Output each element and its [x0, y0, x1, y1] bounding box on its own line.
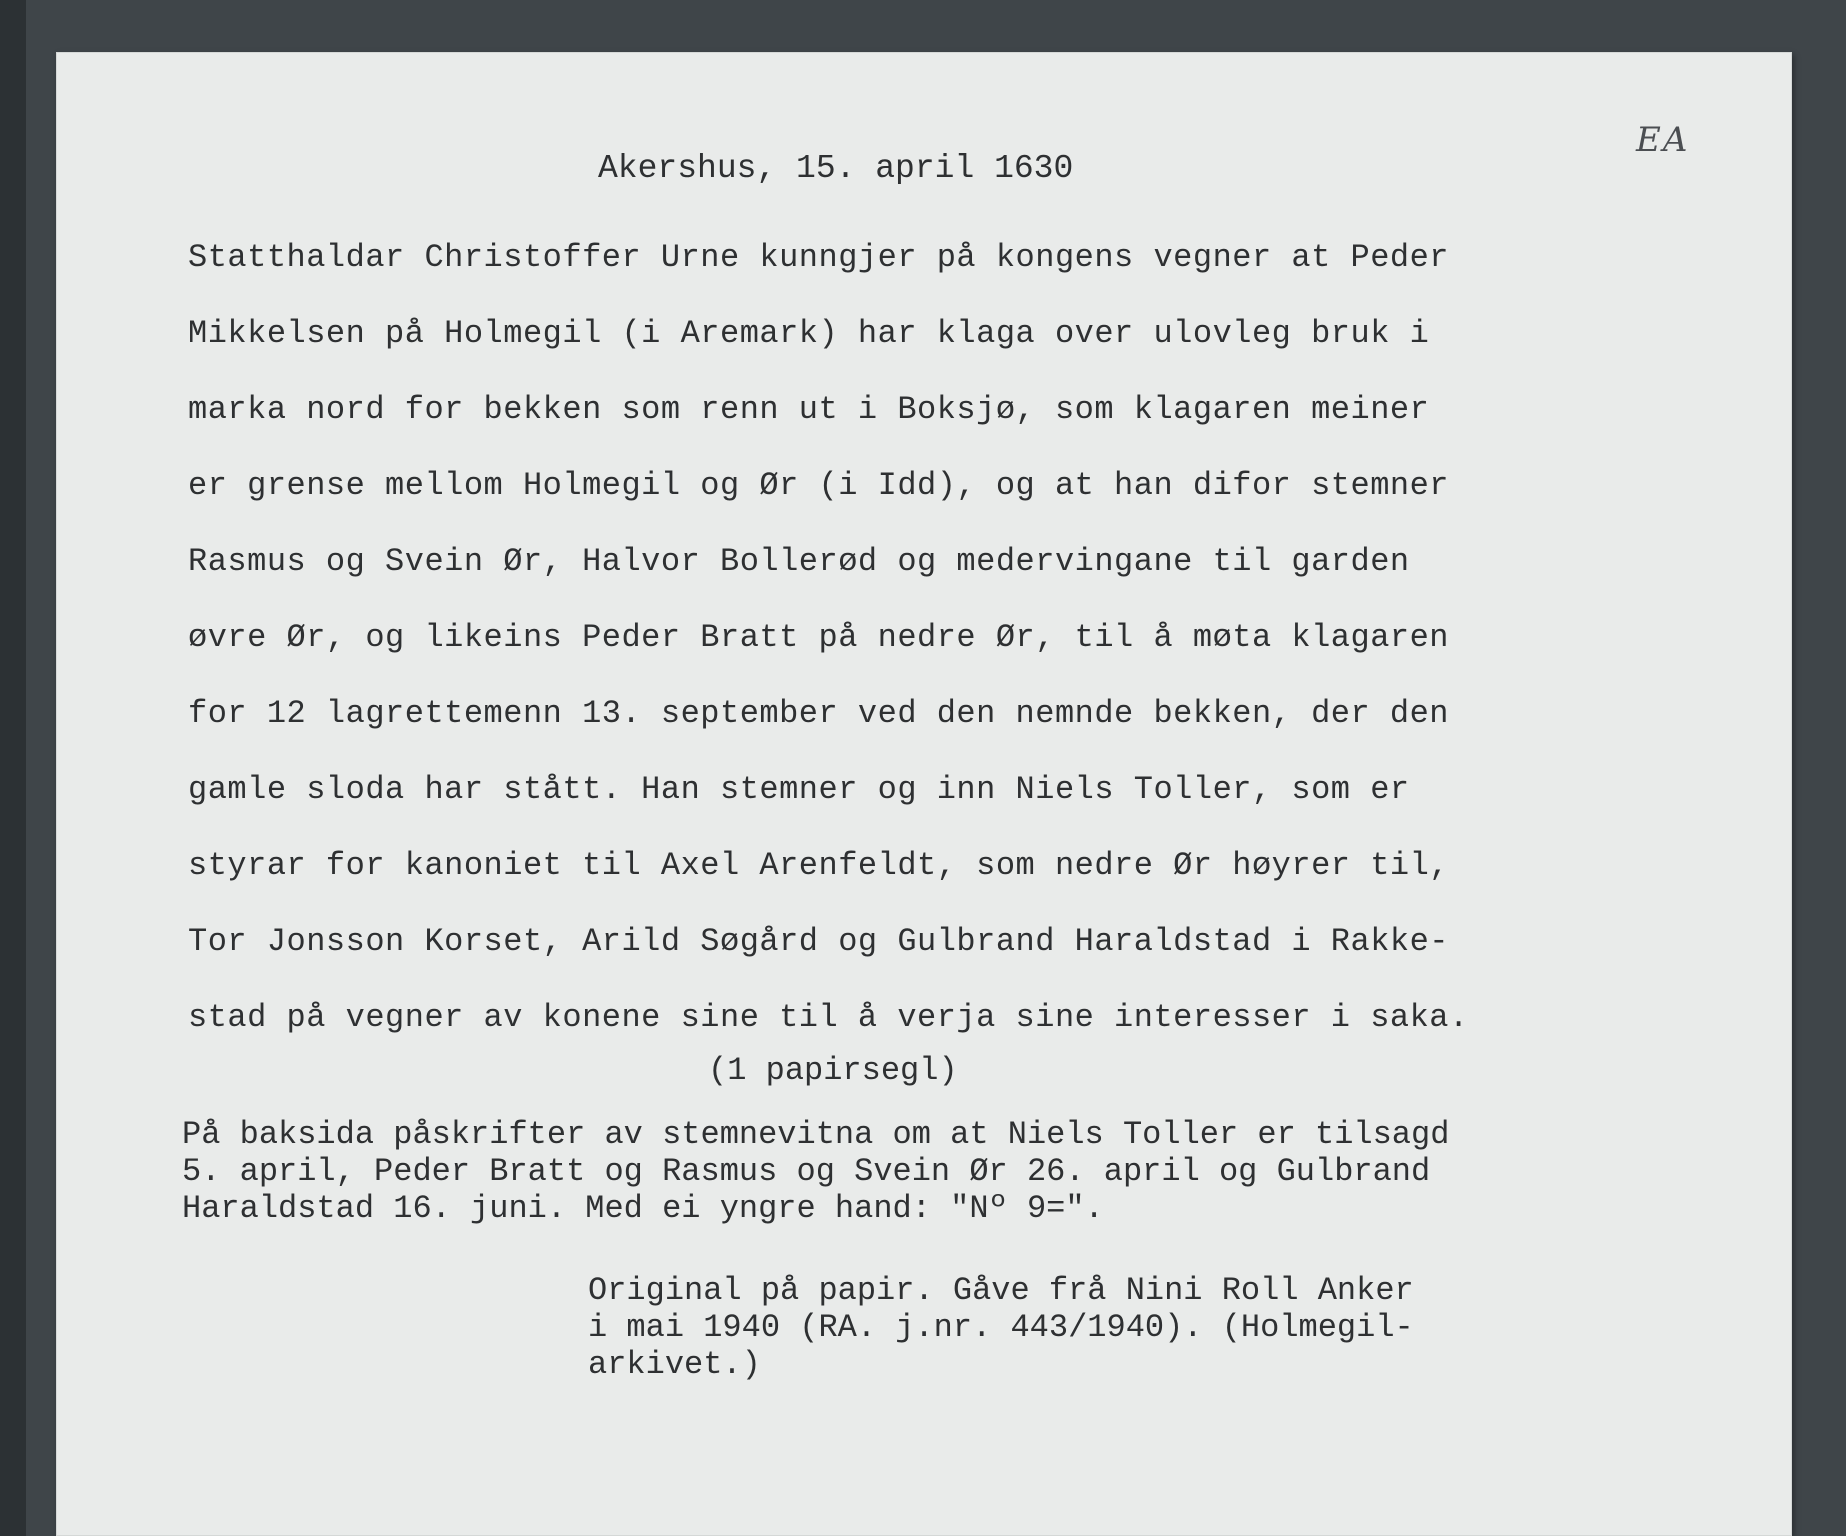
handwritten-initials: EA [1636, 120, 1690, 160]
document-sheet [56, 52, 1792, 1536]
seal-note: (1 papirsegl) [708, 1052, 958, 1089]
body-line: Rasmus og Svein Ør, Halvor Bollerød og medervingane til garden [188, 543, 1410, 580]
body-line: stad på vegner av konene sine til å verja sine interesser i saka. [188, 999, 1469, 1036]
provenance-line: i mai 1940 (RA. j.nr. 443/1940). (Holmegil- [588, 1309, 1414, 1346]
scanner-backdrop [0, 0, 26, 1536]
body-line: for 12 lagrettemenn 13. september ved den nemnde bekken, der den [188, 695, 1449, 732]
body-line: gamle sloda har stått. Han stemner og inn Niels Toller, som er [188, 771, 1410, 808]
back-note-line: Haraldstad 16. juni. Med ei yngre hand: "Nº 9=". [182, 1190, 1104, 1227]
provenance-line: Original på papir. Gåve frå Nini Roll Anker [588, 1272, 1414, 1309]
back-note-line: 5. april, Peder Bratt og Rasmus og Svein Ør 26. april og Gulbrand [182, 1153, 1431, 1190]
body-line: øvre Ør, og likeins Peder Bratt på nedre Ør, til å møta klagaren [188, 619, 1449, 656]
document-body [188, 220, 1688, 1056]
back-note-line: På baksida påskrifter av stemnevitna om at Niels Toller er tilsagd [182, 1116, 1450, 1153]
body-line: Tor Jonsson Korset, Arild Søgård og Gulbrand Haraldstad i Rakke- [188, 923, 1449, 960]
body-line: er grense mellom Holmegil og Ør (i Idd), og at han difor stemner [188, 467, 1449, 504]
body-line: Statthaldar Christoffer Urne kunngjer på kongens vegner at Peder [188, 239, 1449, 276]
back-notes [182, 1116, 1449, 1227]
body-line: marka nord for bekken som renn ut i Boksjø, som klagaren meiner [188, 391, 1430, 428]
body-line: Mikkelsen på Holmegil (i Aremark) har klaga over ulovleg bruk i [188, 315, 1430, 352]
document-heading: Akershus, 15. april 1630 [598, 150, 1074, 187]
provenance-line: arkivet.) [588, 1346, 761, 1383]
body-line: styrar for kanoniet til Axel Arenfeldt, som nedre Ør høyrer til, [188, 847, 1449, 884]
provenance-note [588, 1272, 1414, 1383]
